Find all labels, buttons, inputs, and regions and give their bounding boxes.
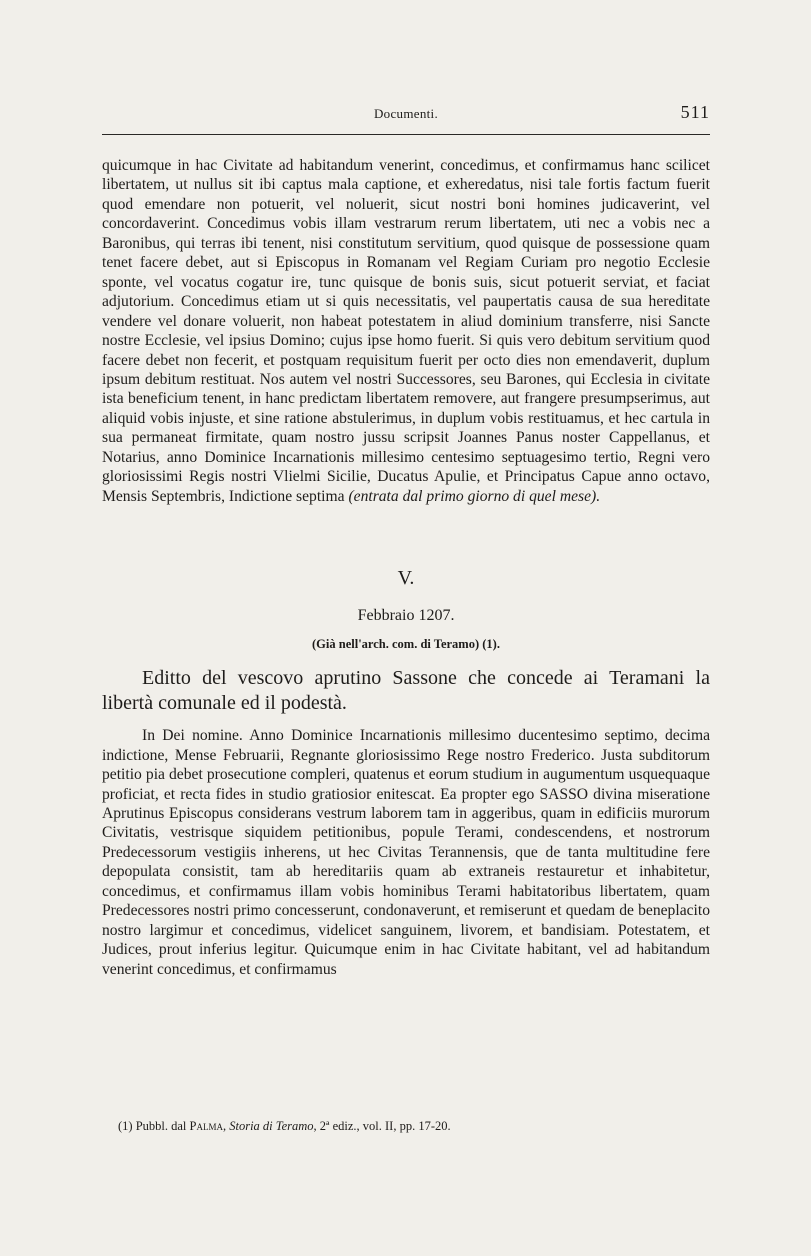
footnote: (1) Pubbl. dal Palma, Storia di Teramo, 2ª ediz., vol. II, pp. 17-20. <box>118 1119 451 1133</box>
continued-paragraph-text: quicumque in hac Civitate ad habitandum venerint, concedimus, et confirmamus hanc scilicet libertatem, ut nullus sit ibi captus mala captione, et exheredatus, nisi tale fortis factum fuerit quod emendare non potuerit, vel noluerit, sicut nostri boni homines judicaverint, vel concordaverint. Concedimus vobis illam vestrarum rerum libertatem, uti nec a vobis nec a Baronibus, qui terras ibi tenent, nisi constitutum servitium, quod quisque de possessione quam tenet facere debet, aut si Episcopus in Romanam vel Regiam Curiam pro negotio Ecclesie sponte, vel vocatus cogatur ire, tunc quisque de bonis suis, sicut potuerit serviat, et faciat adjutorium. Concedimus etiam ut si quis necessitatis, vel paupertatis causa de sua hereditate vendere vel donare voluerit, non habeat potestatem in aliud dominium transferre, nisi Sancte nostre Ecclesie, vel ipsius Domino; cujus ipse homo fuerit. Si quis vero debitum servitium quod facere debet non fecerit, et postquam requisitum fuerit per octo dies non emendaverit, duplum ipsum debitum restituat. Nos autem vel nostri Successores, seu Barones, qui Ecclesia in civitate ista beneficium tenent, in hanc predictam libertatem removere, aut frangere presumpserimus, aut aliquid vobis injuste, et sine ratione abstulerimus, in duplum vobis restituamus, et hec cartula in sua permaneat firmitate, quam nostro jussu scripsit Joannes Panus noster Cappellanus, et Notarius, anno Dominice Incarnationis millesimo centesimo septuagesimo tertio, Regni vero gloriosissimi Regis nostri Vlielmi Sicilie, Ducatus Apulie, et Principatus Capue anno octavo, Mensis Septembris, Indictione septima <box>102 157 710 505</box>
page-header <box>102 102 710 128</box>
document-source: (Già nell'arch. com. di Teramo) (1). <box>312 637 500 652</box>
footnote-author: Palma <box>189 1119 223 1133</box>
footnote-lead: Pubbl. dal <box>135 1119 187 1133</box>
italic-note: (entrata dal primo giorno di quel mese). <box>348 487 601 505</box>
page-number: 511 <box>680 102 710 122</box>
document-title: Editto del vescovo aprutino Sassone che concede ai Teramani la libertà comunale ed il podestà. <box>102 667 710 715</box>
edict-paragraph: In Dei nomine. Anno Dominice Incarnationis millesimo ducentesimo septimo, decima indictione, Mense Februarii, Regnante gloriosissimo Rege nostro Frederico. Justa subditorum petitio pia debet prosecutione compleri, quatenus et eorum studium in augumentum usquequaque proficiat, et recta fides in studio gratiosior enitescat. Ea propter ego SASSO divina miseratione Aprutinus Episcopus considerans vestrum laborem tam in aggeribus, quam in edificiis murorum Civitatis, vestrisque siquidem petitionibus, popule Terami, condescendens, et nostrorum Predecessorum vestigiis inherens, ut hec Civitas Terannensis, que de tanta multitudine fere depopulata consistit, tam ab hereditariis quam ab extraneis restauretur et inhabitetur, concedimus, et confirmamus illam vobis hominibus Terami habitatoribus libertatem, quam Predecessores nostri primo concesserunt, condonaverunt, et remiserunt et quedam de beneplacito nostro largimur et concedimus, videlicet sanguinem, livorem, et bandisiam. Potestatem, et Judices, prout inferius legitur. Quicumque enim in hac Civitate habitant, vel ad habitandum venerint concedimus, et confirmamus <box>102 727 710 978</box>
document-date: Febbraio 1207. <box>357 607 455 625</box>
page-body <box>102 156 710 979</box>
footnote-marker: (1) <box>118 1119 133 1133</box>
continued-paragraph <box>102 156 710 506</box>
running-title: Documenti. <box>373 106 438 121</box>
footnote-work: Storia di Teramo <box>229 1119 314 1133</box>
document-numeral: V. <box>397 567 415 590</box>
footnote-details: , 2ª ediz., vol. II, pp. 17-20. <box>313 1119 451 1133</box>
header-rule <box>102 134 710 135</box>
